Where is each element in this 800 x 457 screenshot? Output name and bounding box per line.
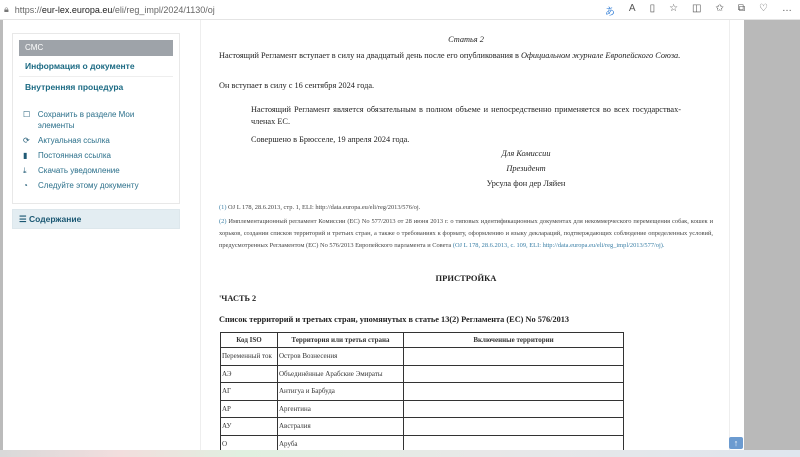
table-cell <box>404 400 624 418</box>
scroll-to-top-button[interactable]: ↑ <box>729 437 743 449</box>
nav-internal-procedure[interactable]: Внутренняя процедура <box>25 82 124 92</box>
download-notice-link[interactable] <box>13 163 179 178</box>
article-title: Статья 2 <box>448 35 484 44</box>
bookmark-icon: ▮ <box>23 151 28 160</box>
document-content <box>200 20 730 450</box>
left-edge <box>0 20 3 450</box>
paragraph-4: Совершено в Брюсселе, 19 апреля 2024 года. <box>251 135 410 144</box>
table-cell: Объединённые Арабские Эмираты <box>278 365 404 383</box>
url-path: /eli/reg_impl/2024/1130/oj <box>112 4 215 15</box>
table-cell: АР <box>221 400 278 418</box>
action-label: Постоянная ссылка <box>38 151 111 160</box>
p1-text: Настоящий Регламент вступает в силу на двадцатый день после его опубликования в <box>219 51 521 60</box>
save-to-my-items-link[interactable] <box>13 107 179 133</box>
list-title: Список территорий и третьих стран, упомянутых в статье 13(2) Регламента (ЕС) No 576/2013 <box>219 315 570 324</box>
taskbar-strip <box>0 450 800 457</box>
footnote-1-marker[interactable]: (1) <box>219 204 227 211</box>
action-label: Актуальная ссылка <box>38 136 110 145</box>
table-cell: Антигуа и Барбуда <box>278 383 404 401</box>
table-cell <box>404 365 624 383</box>
table-cell <box>404 383 624 401</box>
table-row <box>221 400 624 418</box>
table-cell: Аргентина <box>278 400 404 418</box>
split-screen-icon[interactable]: ◫ <box>692 3 702 14</box>
table-cell: О <box>221 435 278 453</box>
footnote-1 <box>219 202 420 214</box>
url-text[interactable] <box>15 5 215 15</box>
column-header: Территория или третья страна <box>278 333 404 348</box>
rss-icon: ◔ <box>23 181 28 190</box>
table-header-row <box>221 333 624 348</box>
read-aloud-icon[interactable]: A <box>628 3 636 14</box>
signature-title: Президент <box>506 164 546 173</box>
table-cell: Австралия <box>278 418 404 436</box>
nav-document-info[interactable]: Информация о документе <box>19 56 173 77</box>
table-cell <box>404 418 624 436</box>
lock-icon: 🔒︎ <box>4 4 9 14</box>
more-icon[interactable]: … <box>782 3 792 14</box>
column-header: Включенные территории <box>404 333 624 348</box>
sidebar-header: CMC <box>19 40 173 56</box>
translate-icon[interactable]: あ <box>604 7 615 18</box>
table-cell: Аруба <box>278 435 404 453</box>
table-cell: АГ <box>221 383 278 401</box>
table-cell: Остров Вознесения <box>278 348 404 366</box>
refresh-icon: ⟳ <box>23 136 30 145</box>
download-icon: ⤓ <box>23 166 27 175</box>
health-icon[interactable]: ♡ <box>759 3 768 14</box>
url-prefix: https:// <box>14 4 42 15</box>
footnote-2-text: Имплементационный регламент Комиссии (ЕС) No 577/2013 от 28 июня 2013 г. о типовых идентификационных документах для некоммерческого перемещения собак, кошек и хорьков, создании списков территорий и третьих стран, а также о требованиях к формату, оформлению и языку деклараций, подтверждающих соблюдение определенных условий, предусмотренных Регламентом (ЕС) No 576/2013 Европейского парламента и Совета <box>219 218 713 249</box>
column-header: Код ISO <box>221 333 278 348</box>
table-cell: Переменный ток <box>221 348 278 366</box>
table-cell: АУ <box>221 418 278 436</box>
current-link[interactable] <box>13 133 179 148</box>
signature-for-commission: Для Комиссии <box>501 149 551 158</box>
table-of-contents-button[interactable] <box>12 209 180 229</box>
follow-document-link[interactable] <box>13 178 179 193</box>
immersive-reader-icon[interactable]: ▯ <box>649 3 656 14</box>
table-row <box>221 365 624 383</box>
save-icon: ☐ <box>23 110 31 119</box>
action-label: Скачать уведомление <box>38 166 120 175</box>
paragraph-3: Настоящий Регламент является обязательным в полном объеме и непосредственно применяется во всех государствах-членах ЕС. <box>251 105 681 126</box>
action-label: Сохранить в разделе Мои элементы <box>37 110 135 130</box>
paragraph-2: Он вступает в силу с 16 сентября 2024 года. <box>219 81 375 90</box>
url-domain: eur-lex.europa.eu <box>41 4 113 15</box>
footnote-1-text: OJ L 178, 28.6.2013, стр. 1, ELI: http://data.europa.eu/eli/reg/2013/576/oj. <box>226 204 421 211</box>
table-row <box>221 348 624 366</box>
territories-table <box>220 332 624 453</box>
action-label: Следуйте этому документу <box>38 181 139 190</box>
signature-name: Урсула фон дер Ляйен <box>486 179 566 188</box>
footnote-2-link[interactable]: (OJ L 178, 28.6.2013, с. 109, ELI: http://data.europa.eu/eli/reg_impl/2013/577/oj). <box>452 242 665 249</box>
paragraph-1 <box>219 50 713 62</box>
favorites-icon[interactable]: ✩ <box>715 3 724 14</box>
table-row <box>221 418 624 436</box>
p1-italic: Официальном журнале Европейского Союза. <box>520 51 681 60</box>
sidebar <box>12 33 180 204</box>
table-cell <box>404 348 624 366</box>
toc-label: Содержание <box>28 214 82 224</box>
permanent-link[interactable] <box>13 148 179 163</box>
list-icon: ☰ <box>19 214 29 224</box>
favorite-icon[interactable]: ☆ <box>669 3 679 14</box>
table-row <box>221 383 624 401</box>
collections-icon[interactable]: ⧉ <box>737 3 746 14</box>
annex-title: ПРИСТРОЙКА <box>435 273 497 283</box>
part-title: 'ЧАСТЬ 2 <box>219 294 257 303</box>
table-cell: АЭ <box>221 365 278 383</box>
side-panel-background <box>744 20 800 450</box>
footnote-2-marker[interactable]: (2) <box>219 218 227 225</box>
footnote-2 <box>219 216 713 252</box>
address-bar[interactable] <box>0 0 800 20</box>
